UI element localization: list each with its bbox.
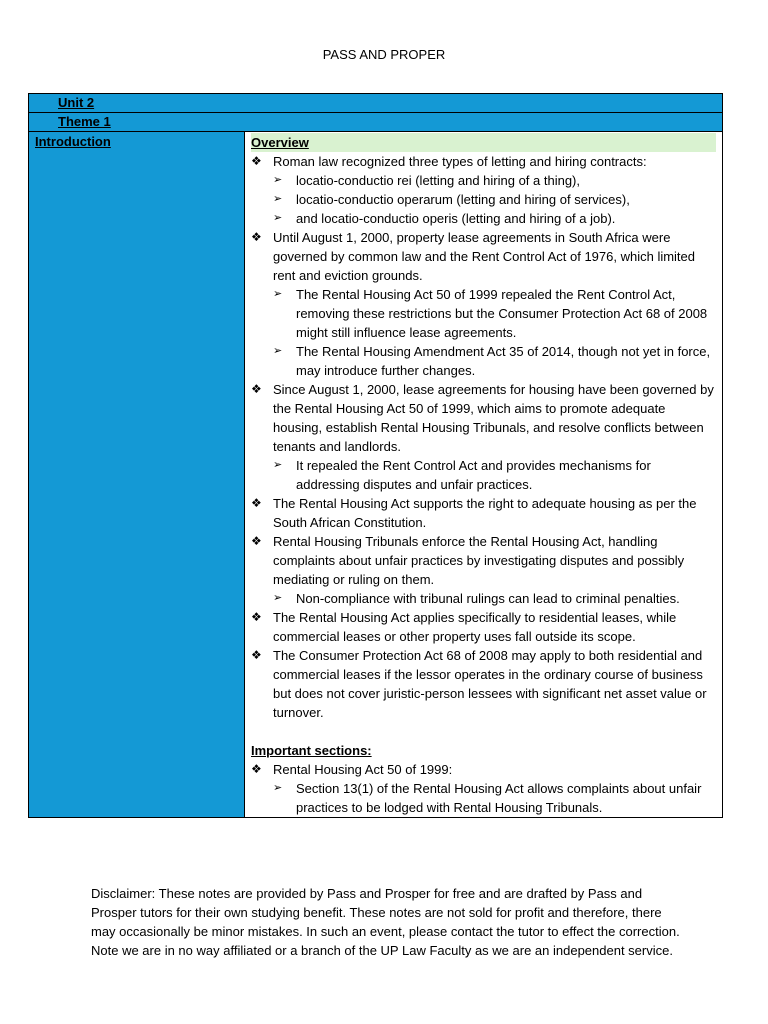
sub-bullet-item	[251, 190, 716, 209]
sub-bullet-item	[251, 456, 716, 494]
diamond-bullet-icon: ❖	[251, 230, 262, 244]
sub-bullet-text: and locatio-conductio operis (letting and hiring of a job).	[296, 211, 616, 226]
unit-row	[29, 94, 722, 113]
bullet-text: The Rental Housing Act applies specifically to residential leases, while commercial leases or other property uses fall outside its scope.	[273, 610, 677, 644]
section-label: Introduction	[35, 134, 111, 149]
arrow-bullet-icon: ➢	[273, 288, 283, 300]
bullet-item	[251, 608, 716, 646]
bullet-item	[251, 646, 716, 722]
arrow-bullet-icon: ➢	[273, 345, 283, 357]
bullet-item	[251, 380, 716, 456]
sub-bullet-text: The Rental Housing Act 50 of 1999 repealed the Rent Control Act, removing these restrictions but the Consumer Protection Act 68 of 2008 might still influence lease agreements.	[296, 287, 708, 340]
bullet-text: Rental Housing Tribunals enforce the Rental Housing Act, handling complaints about unfair practices by investigating disputes and possibly mediating or ruling on them.	[273, 534, 685, 587]
sub-bullet-item	[251, 589, 716, 608]
sub-bullet-text: It repealed the Rent Control Act and provides mechanisms for addressing disputes and unfair practices.	[296, 458, 651, 492]
spacer	[251, 722, 716, 741]
bullet-text: The Rental Housing Act supports the right to adequate housing as per the South African Constitution.	[273, 496, 697, 530]
diamond-bullet-icon: ❖	[251, 154, 262, 168]
diamond-bullet-icon: ❖	[251, 648, 262, 662]
arrow-bullet-icon: ➢	[273, 212, 283, 224]
theme-row	[29, 113, 722, 132]
content-row	[29, 132, 722, 817]
arrow-bullet-icon: ➢	[273, 592, 283, 604]
bullet-text: Rental Housing Act 50 of 1999:	[273, 762, 453, 777]
bullet-item	[251, 152, 716, 171]
bullet-text: Roman law recognized three types of letting and hiring contracts:	[273, 154, 647, 169]
sub-bullet-item	[251, 171, 716, 190]
theme-label: Theme 1	[58, 114, 111, 129]
bullet-text: The Consumer Protection Act 68 of 2008 may apply to both residential and commercial leases if the lessor operates in the ordinary course of business but does not cover juristic-person lessees with significant net asset value or turnover.	[273, 648, 707, 720]
sub-bullet-text: locatio-conductio rei (letting and hiring of a thing),	[296, 173, 580, 188]
sub-bullet-item	[251, 285, 716, 342]
bullet-text: Until August 1, 2000, property lease agreements in South Africa were governed by common law and the Rent Control Act of 1976, which limited rent and eviction grounds.	[273, 230, 696, 283]
bullet-item	[251, 760, 716, 779]
diamond-bullet-icon: ❖	[251, 382, 262, 396]
sub-bullet-text: Section 13(1) of the Rental Housing Act allows complaints about unfair practices to be lodged with Rental Housing Tribunals.	[296, 781, 702, 815]
arrow-bullet-icon: ➢	[273, 459, 283, 471]
overview-list	[251, 152, 716, 722]
diamond-bullet-icon: ❖	[251, 534, 262, 548]
section-label-cell	[29, 132, 245, 817]
bullet-item	[251, 494, 716, 532]
sub-bullet-text: locatio-conductio operarum (letting and hiring of services),	[296, 192, 630, 207]
bullet-item	[251, 228, 716, 285]
diamond-bullet-icon: ❖	[251, 762, 262, 776]
arrow-bullet-icon: ➢	[273, 782, 283, 794]
notes-table	[28, 93, 723, 818]
bullet-text: Since August 1, 2000, lease agreements for housing have been governed by the Rental Housing Act 50 of 1999, which aims to promote adequate housing, establish Rental Housing Tribunals, and resolve conflicts between tenants and landlords.	[273, 382, 714, 454]
sub-bullet-text: Non-compliance with tribunal rulings can lead to criminal penalties.	[296, 591, 680, 606]
diamond-bullet-icon: ❖	[251, 610, 262, 624]
arrow-bullet-icon: ➢	[273, 174, 283, 186]
unit-label: Unit 2	[58, 95, 95, 110]
sub-bullet-text: The Rental Housing Amendment Act 35 of 2014, though not yet in force, may introduce further changes.	[296, 344, 711, 378]
diamond-bullet-icon: ❖	[251, 496, 262, 510]
bullet-item	[251, 532, 716, 589]
overview-heading: Overview	[251, 133, 716, 152]
arrow-bullet-icon: ➢	[273, 193, 283, 205]
sub-bullet-item	[251, 779, 716, 817]
important-sections-list	[251, 760, 716, 817]
important-sections-heading: Important sections:	[251, 743, 372, 758]
sub-bullet-item	[251, 209, 716, 228]
page-title: PASS AND PROPER	[322, 47, 446, 62]
content-cell	[245, 132, 722, 817]
sub-bullet-item	[251, 342, 716, 380]
disclaimer: Disclaimer: These notes are provided by Pass and Prosper for free and are drafted by Pass and Prosper tutors for their own studying benefit. These notes are not sold for profit and therefore, there may occasionally be minor mistakes. In such an event, please contact the tutor to effect the correction. Note we are in no way affiliated or a branch of the UP Law Faculty as we are an independent service.	[91, 886, 680, 958]
